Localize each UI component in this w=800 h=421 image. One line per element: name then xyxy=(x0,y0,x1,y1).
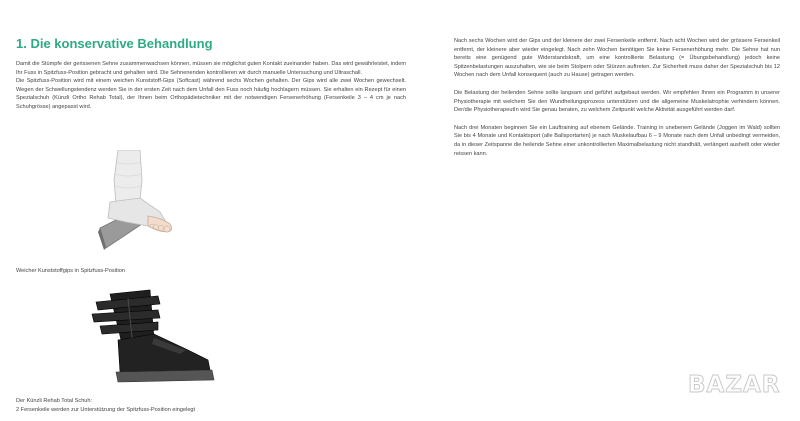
caption-line: Der Künzli Rehab Total Schuh: xyxy=(16,398,93,404)
watermark-logo: BAZAR xyxy=(688,372,781,398)
figure-caption xyxy=(16,397,195,414)
paragraph: Nach sechs Wochen wird der Gips und der kleinere der zwei Fersenkeile entfernt. Nach acht Wochen wird der grössere Fersenkeil entfernt, der kleinere aber wieder eingelegt. Nach zehn Wochen benötigen Sie keine Fersenerhöhung mehr. Die Sehne hat nun bereits eine genügend gute Widerstandskraft, um eine kontrollierte Belastung (= Übungsbehandlung) jedoch keine Spitzenbelastungen auszuhalten, wie sie beim Stolpern oder Stürzen auftreten. Zur Sicherheit muss daher der Spezialschuh bis 12 Wochen nach dem Unfall konsequent (auch zu Hause) getragen werden. xyxy=(454,38,780,79)
paragraph: Damit die Stümpfe der gerissenen Sehne zusammenwachsen können, müssen sie möglichst guten Kontakt zueinander haben. Das wird gewährleistet, indem Ihr Fuss in Spitzfuss-Position gebracht und gehalten wird. Die Sehnenenden kontrollieren wir durch manuelle Untersuchung und Ultraschall. xyxy=(16,61,406,76)
paragraph: Nach drei Monaten beginnen Sie ein Lauftraining auf ebenem Gelände. Training in unebenem Gelände (Joggen im Wald) sollten Sie bis 4 Monate und Kontaktsport (alle Ballsportarten) je nach Muskelaufbau 6 – 9 Monate nach dem Unfall unbedingt vermeiden, da in dieser Zeitspanne die heilende Sehne einer unkontrollierten Maximalbelastung nicht standhält, verlängert ausheilt oder wieder reissen kann. xyxy=(454,124,780,157)
paragraph: Die Belastung der heilenden Sehne sollte langsam und geführt aufgebaut werden. Wir empfehlen Ihnen ein Programm in unserer Physiotherapie mit welchem Sie den Wundheilungsprozess unterstützen und die allgemeine Muskelatrophie verhindern können. Der/die PhysiotherapeutIn wird Sie genau beraten, zu welchem Zeitpunkt welche Aktivität ausgeführt werden darf. xyxy=(454,89,780,114)
cast-foot-image xyxy=(96,150,192,255)
left-column xyxy=(16,60,406,112)
section-heading: 1. Die konservative Behandlung xyxy=(16,36,213,51)
figure-caption: Weicher Kunststoffgips in Spitzfuss-Position xyxy=(16,268,125,274)
right-column xyxy=(454,37,780,167)
rehab-shoe-image xyxy=(88,288,218,388)
paragraph: Die Spitzfuss-Position wird mit einem weichen Kunststoff-Gips (Softcast) während sechs Wochen gehalten. Der Gips wird alle zwei Wochen gewechselt. Wegen der Schwellungstendenz werden Sie in der ersten Zeit nach dem Unfall den Fuss noch häufig hochlagern müssen. Sie erhalten ein Rezept für einen Spezialschuh (Künzli Ortho Rehab Total), der Ihnen beim Orthopädietechniker mit der notwendigen Fersenerhöhung (Fersenkeile 3 – 4 cm je nach Schuhgrösse) angepasst wird. xyxy=(16,78,406,110)
caption-line: 2 Fersenkeile werden zur Unterstützung der Spitzfuss-Position eingelegt xyxy=(16,406,196,413)
